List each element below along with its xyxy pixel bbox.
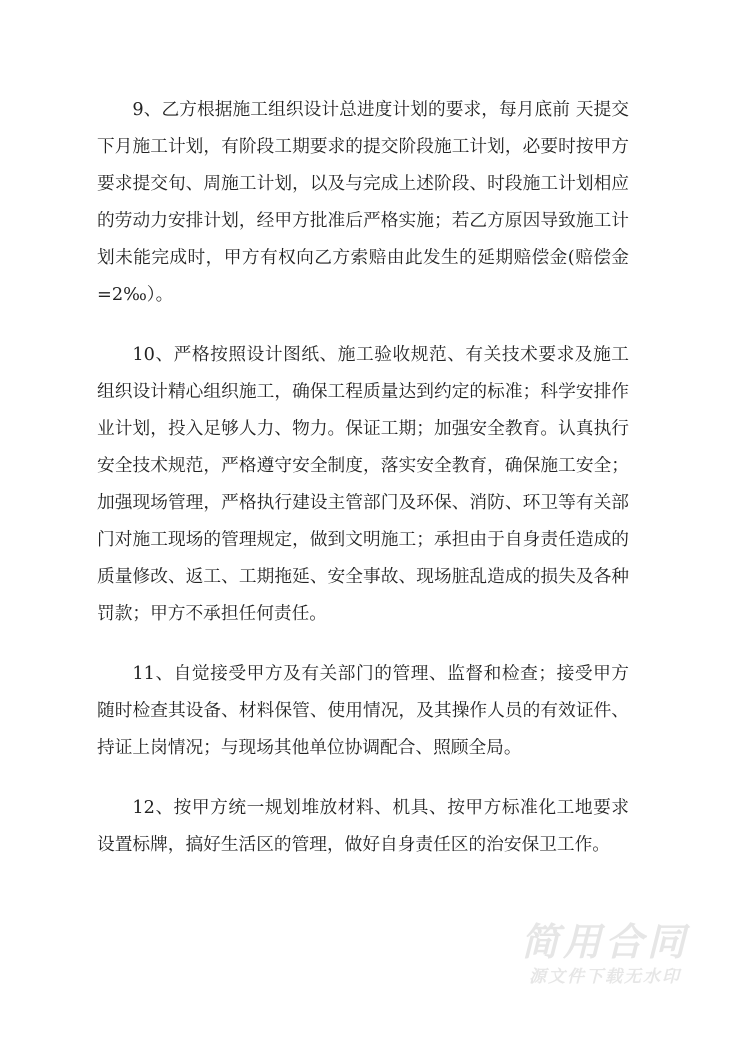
watermark-subtitle: 源文件下载无水印 [529,967,681,987]
clause-9: 9、乙方根据施工组织设计总进度计划的要求，每月底前 天提交下月施工计划，有阶段工期要求的提交阶段施工计划，必要时按甲方要求提交旬、周施工计划，以及与完成上述阶段、时段施工计划相应的劳动力安排计划，经甲方批准后严格实施；若乙方原因导致施工计划未能完成时，甲方有权向乙方索赔由此发生的延期赔偿金(赔偿金=2‰）。 [97,100,629,305]
clause-12: 12、按甲方统一规划堆放材料、机具、按甲方标准化工地要求设置标牌，搞好生活区的管理，做好自身责任区的治安保卫工作。 [97,798,629,855]
document-body [97,92,629,887]
watermark [505,920,705,990]
clause-11: 11、自觉接受甲方及有关部门的管理、监督和检查；接受甲方随时检查其设备、材料保管、使用情况，及其操作人员的有效证件、持证上岗情况；与现场其他单位协调配合、照顾全局。 [97,664,629,758]
watermark-title: 简用合同 [520,920,689,964]
clause-10: 10、严格按照设计图纸、施工验收规范、有关技术要求及施工组织设计精心组织施工，确保工程质量达到约定的标准；科学安排作业计划，投入足够人力、物力。保证工期；加强安全教育。认真执行安全技术规范，严格遵守安全制度，落实安全教育，确保施工安全；加强现场管理，严格执行建设主管部门及环保、消防、环卫等有关部门对施工现场的管理规定，做到文明施工；承担由于自身责任造成的质量修改、返工、工期拖延、安全事故、现场脏乱造成的损失及各种罚款；甲方不承担任何责任。 [97,345,629,624]
